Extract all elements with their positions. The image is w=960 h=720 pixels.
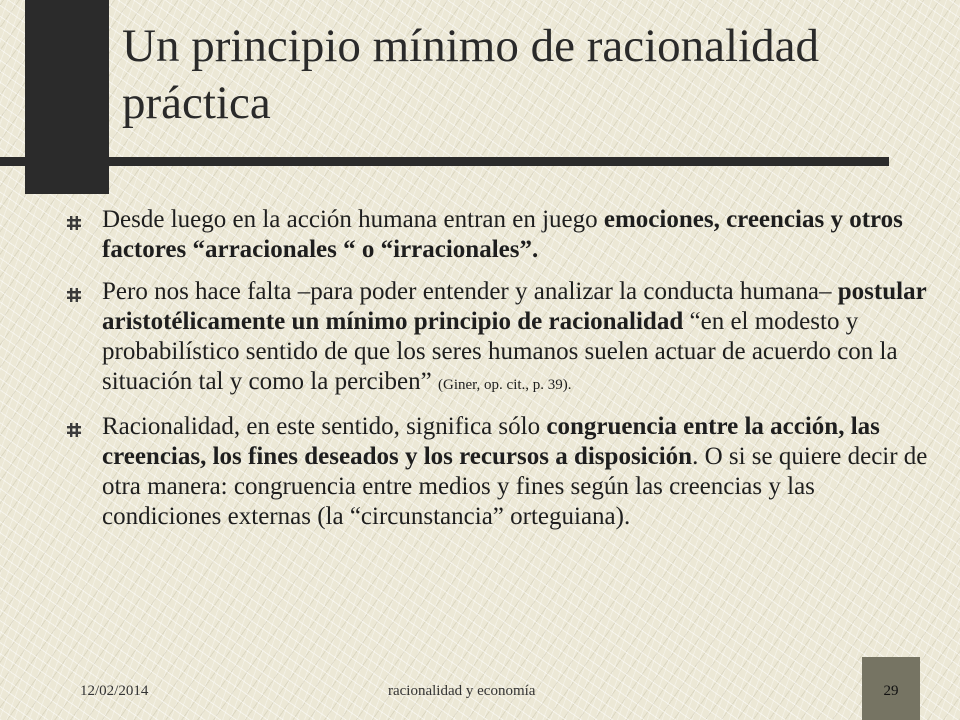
bullet-item bbox=[66, 412, 930, 532]
bullet-list bbox=[66, 205, 930, 544]
bullet-emphasis: congruencia entre la acción, las creencias, los fines deseados y los recursos a disposición bbox=[102, 413, 880, 470]
bullet-text bbox=[102, 205, 930, 265]
bullet-segment: Desde luego en la acción humana entran en juego bbox=[102, 206, 604, 233]
bullet-segment: Racionalidad, en este sentido, significa sólo bbox=[102, 413, 547, 440]
bullet-item bbox=[66, 205, 930, 265]
slide-title: Un principio mínimo de racionalidad práctica bbox=[122, 20, 819, 129]
bullet-segment: “en el modesto y probabilístico sentido de que los seres humanos suelen actuar de acuerdo con la situación tal y como la perciben” bbox=[102, 308, 898, 395]
hash-bullet-icon bbox=[66, 412, 102, 440]
footer-date: 12/02/2014 bbox=[80, 683, 149, 699]
bullet-emphasis: emociones, creencias y otros factores “arracionales “ o “irracionales”. bbox=[102, 206, 903, 263]
bullet-item bbox=[66, 277, 930, 400]
bullet-text bbox=[102, 277, 930, 400]
page-number: 29 bbox=[883, 683, 899, 699]
bullet-segment: . O si se quiere decir de otra manera: congruencia entre medios y fines según las creencias y las condiciones externas (la “circunstancia” orteguiana). bbox=[102, 443, 928, 530]
title-underline-bar bbox=[0, 157, 889, 166]
bullet-citation: (Giner, op. cit., p. 39). bbox=[438, 377, 572, 393]
hash-bullet-icon bbox=[66, 205, 102, 233]
page-number-box bbox=[862, 657, 920, 720]
bullet-segment: Pero nos hace falta –para poder entender y analizar la conducta humana– bbox=[102, 278, 838, 305]
footer-title: racionalidad y economía bbox=[388, 683, 536, 699]
hash-bullet-icon bbox=[66, 277, 102, 305]
bullet-text bbox=[102, 412, 930, 532]
bullet-emphasis: postular aristotélicamente un mínimo principio de racionalidad bbox=[102, 278, 927, 335]
